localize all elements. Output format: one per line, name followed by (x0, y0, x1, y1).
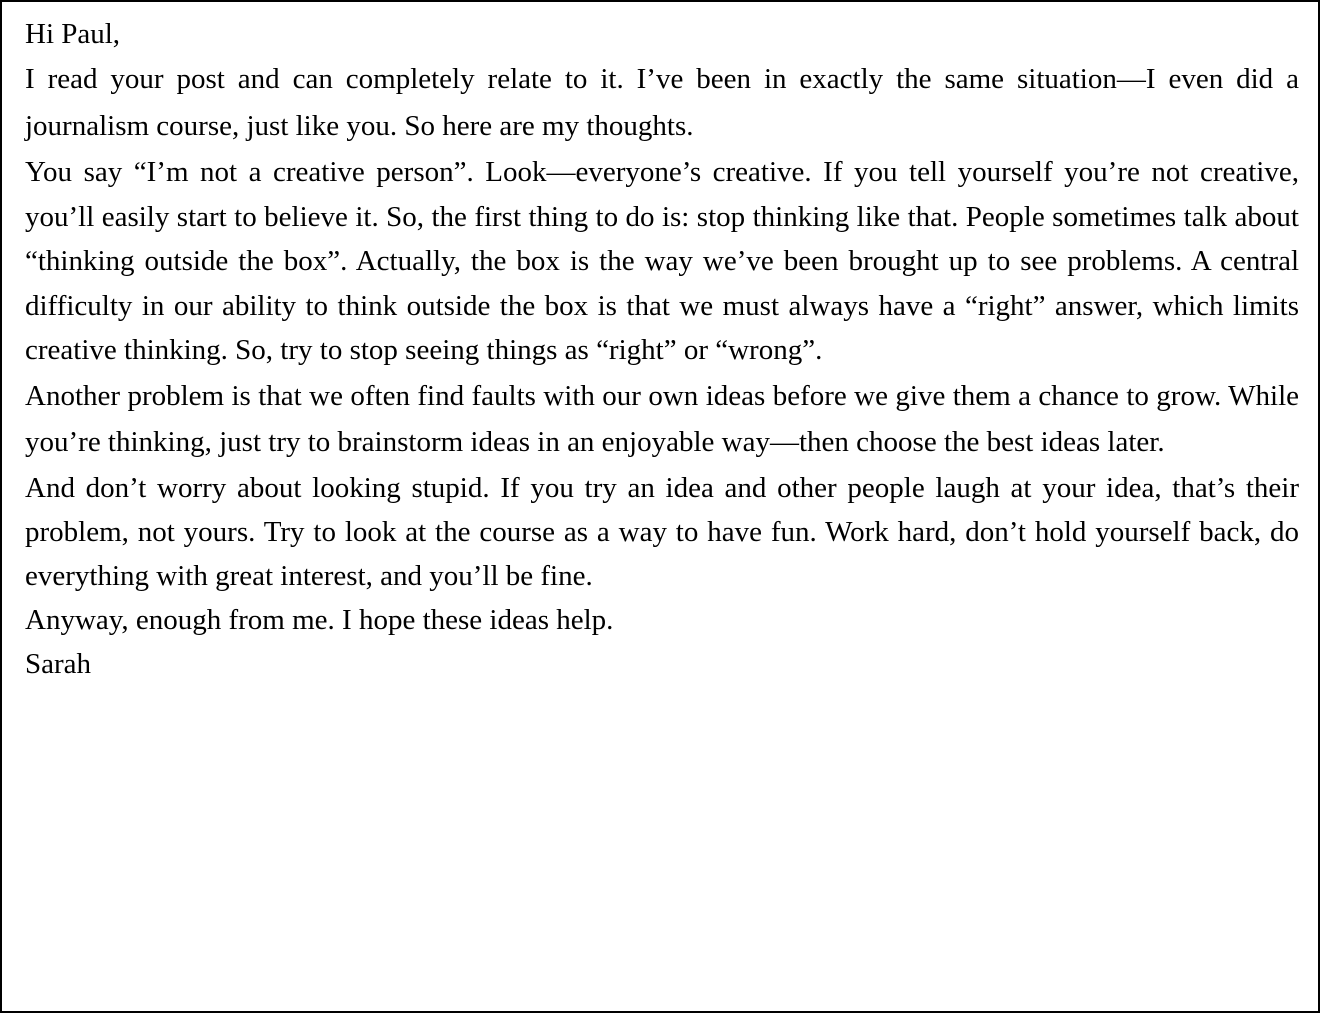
letter-greeting: Hi Paul, (25, 18, 121, 50)
letter-paragraph-1: I read your post and can completely relate to it. I’ve been in exactly the same situation—I even did a journalism course, just like you. So here are my thoughts. (25, 63, 1299, 142)
letter-paragraph-2: You say “I’m not a creative person”. Look—everyone’s creative. If you tell yourself you’re not creative, you’ll easily start to believe it. So, the first thing to do is: stop thinking like that. People sometimes talk about “thinking outside the box”. Actually, the box is the way we’ve been brought up to see problems. A central difficulty in our ability to think outside the box is that we must always have a “right” answer, which limits creative thinking. So, try to stop seeing things as “right” or “wrong”. (25, 156, 1299, 366)
letter-paragraph-5: Anyway, enough from me. I hope these ideas help. (25, 603, 614, 636)
letter-body (25, 12, 1299, 687)
letter-paragraph-4: And don’t worry about looking stupid. If you try an idea and other people laugh at your idea, that’s their problem, not yours. Try to look at the course as a way to have fun. Work hard, don’t hold yourself back, do everything with great interest, and you’ll be fine. (25, 471, 1299, 592)
letter-signature: Sarah (25, 647, 92, 680)
letter-paragraph-3: Another problem is that we often find faults with our own ideas before we give them a chance to grow. While you’re thinking, just try to brainstorm ideas in an enjoyable way—then choose the best ideas later. (25, 379, 1299, 458)
